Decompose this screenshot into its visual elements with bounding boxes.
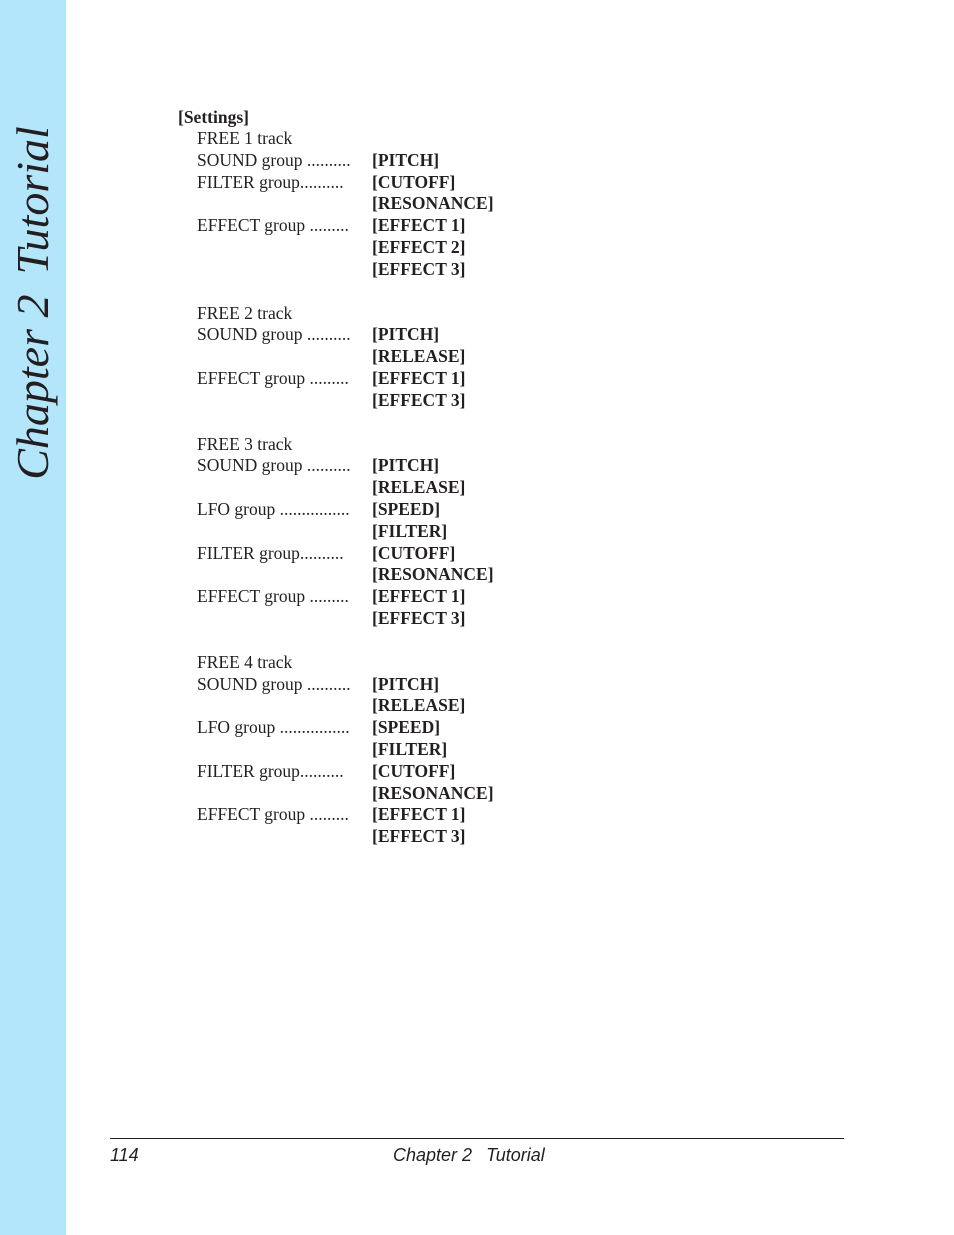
parameter-value: [PITCH] (372, 673, 440, 694)
track-free-3 (197, 434, 678, 630)
track-title: FREE 1 track (197, 128, 293, 148)
parameter-value: [FILTER] (372, 520, 448, 541)
footer-title (393, 1144, 545, 1166)
group-label (197, 783, 372, 805)
group-label: SOUND group .......... (197, 673, 351, 694)
group-label: FILTER group.......... (197, 171, 344, 192)
settings-row (197, 193, 678, 215)
parameter-value: [RESONANCE] (372, 193, 494, 214)
parameter-value: [CUTOFF] (372, 171, 456, 192)
settings-row (197, 739, 678, 761)
group-label (197, 608, 372, 630)
group-label (197, 237, 372, 259)
group-label (197, 564, 372, 586)
group-label (197, 739, 372, 761)
parameter-value: [CUTOFF] (372, 542, 456, 563)
parameter-value: [EFFECT 1] (372, 215, 466, 236)
settings-row (197, 390, 678, 412)
group-label: FILTER group.......... (197, 542, 344, 563)
settings-row (197, 717, 678, 739)
group-label: SOUND group .......... (197, 149, 351, 170)
settings-row (197, 172, 678, 194)
settings-row (197, 150, 678, 172)
track-free-4 (197, 652, 678, 848)
settings-row (197, 564, 678, 586)
footer-divider (110, 1138, 844, 1139)
group-label: EFFECT group ......... (197, 586, 349, 607)
chapter-side-title (7, 126, 58, 480)
settings-row (197, 455, 678, 477)
group-label (197, 477, 372, 499)
parameter-value: [RESONANCE] (372, 564, 494, 585)
group-label: EFFECT group ......... (197, 215, 349, 236)
settings-row (197, 521, 678, 543)
parameter-value: [EFFECT 3] (372, 389, 466, 410)
settings-row (197, 695, 678, 717)
parameter-value: [EFFECT 3] (372, 826, 466, 847)
track-title: FREE 4 track (197, 651, 293, 672)
settings-row (197, 499, 678, 521)
parameter-value: [RELEASE] (372, 346, 466, 367)
parameter-value: [EFFECT 1] (372, 804, 466, 825)
parameter-value: [SPEED] (372, 717, 441, 738)
settings-heading: [Settings] (178, 107, 249, 127)
group-label (197, 346, 372, 368)
settings-row (197, 215, 678, 237)
settings-row (197, 804, 678, 826)
parameter-value: [EFFECT 3] (372, 607, 466, 628)
settings-row (197, 761, 678, 783)
settings-row (197, 477, 678, 499)
page-number: 114 (110, 1145, 139, 1165)
group-label: SOUND group .......... (197, 455, 351, 476)
settings-row (197, 586, 678, 608)
parameter-value: [CUTOFF] (372, 760, 456, 781)
group-label: FILTER group.......... (197, 760, 344, 781)
track-free-2 (197, 303, 678, 412)
settings-row (197, 826, 678, 848)
parameter-value: [PITCH] (372, 455, 440, 476)
track-free-1 (197, 128, 678, 281)
group-label (197, 193, 372, 215)
side-section-label: Tutorial (7, 126, 58, 275)
settings-row (197, 783, 678, 805)
group-label: EFFECT group ......... (197, 367, 349, 388)
footer-chapter: Chapter 2 (393, 1145, 473, 1165)
parameter-value: [RESONANCE] (372, 782, 494, 803)
settings-row (197, 259, 678, 281)
parameter-value: [EFFECT 1] (372, 586, 466, 607)
settings-row (197, 368, 678, 390)
parameter-value: [PITCH] (372, 324, 440, 345)
settings-row (197, 674, 678, 696)
settings-row (197, 608, 678, 630)
parameter-value: [EFFECT 1] (372, 367, 466, 388)
track-title: FREE 3 track (197, 433, 293, 454)
settings-row (197, 324, 678, 346)
settings-row (197, 543, 678, 565)
group-label (197, 390, 372, 412)
parameter-value: [SPEED] (372, 498, 441, 519)
parameter-value: [EFFECT 3] (372, 258, 466, 279)
group-label: SOUND group .......... (197, 324, 351, 345)
parameter-value: [RELEASE] (372, 477, 466, 498)
parameter-value: [FILTER] (372, 738, 448, 759)
group-label (197, 259, 372, 281)
group-label (197, 826, 372, 848)
footer-section: Tutorial (486, 1145, 545, 1165)
group-label: LFO group ................ (197, 717, 350, 738)
track-title: FREE 2 track (197, 302, 293, 323)
side-chapter-label: Chapter 2 (7, 294, 58, 480)
parameter-value: [PITCH] (372, 149, 440, 170)
group-label (197, 521, 372, 543)
group-label: EFFECT group ......... (197, 804, 349, 825)
group-label: LFO group ................ (197, 498, 350, 519)
settings-row (197, 346, 678, 368)
group-label (197, 695, 372, 717)
settings-row (197, 237, 678, 259)
settings-content (178, 106, 678, 870)
parameter-value: [RELEASE] (372, 695, 466, 716)
chapter-side-tab (0, 0, 66, 1235)
parameter-value: [EFFECT 2] (372, 236, 466, 257)
